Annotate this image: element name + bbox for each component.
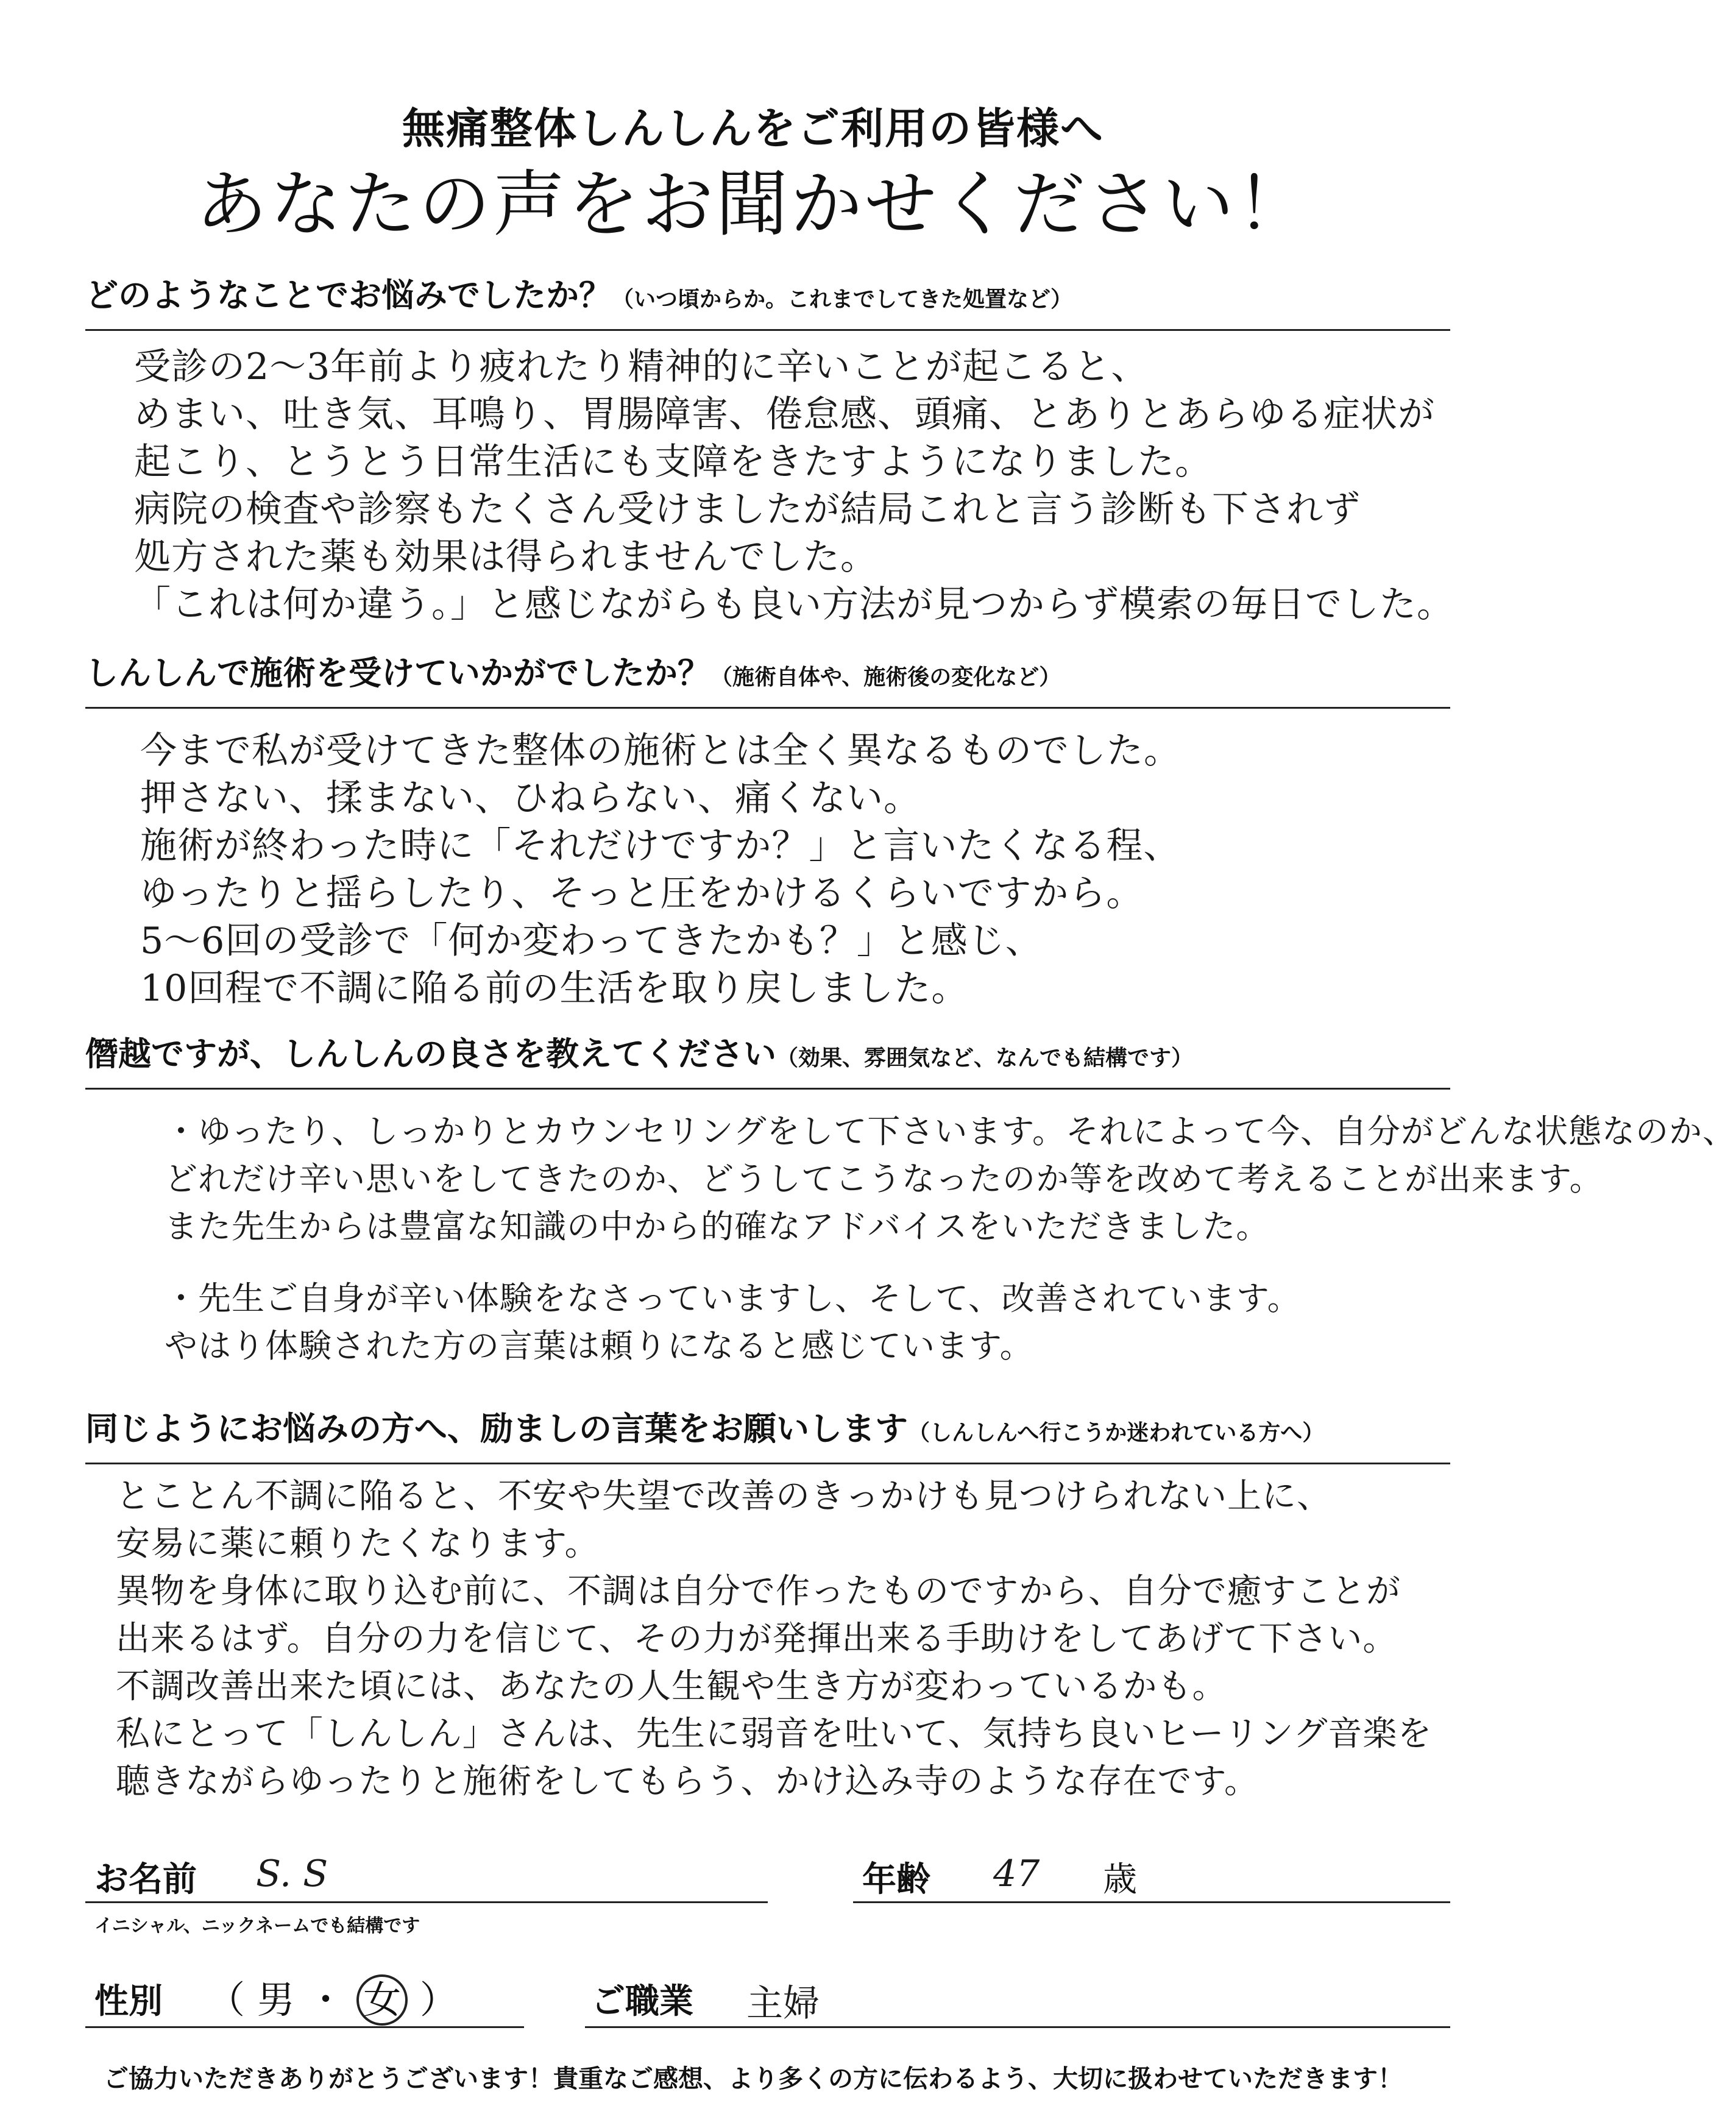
answer-line: どれだけ辛い思いをしてきたのか、どうしてこうなったのか等を改めて考えることが出来ます。 [165,1160,1603,1198]
heading-note: （しんしんへ行こうか迷われている方へ） [908,1420,1325,1445]
section-heading [85,1030,1450,1079]
answer-line: めまい、吐き気、耳鳴り、胃腸障害、倦怠感、頭痛、とありとあらゆる症状が [134,393,1435,436]
answer-text [116,1473,1432,1806]
name-value: S. S [256,1853,328,1895]
section-encouragement [85,1405,1450,1801]
header-subtitle: 無痛整体しんしんをご利用の皆様へ [402,104,1104,154]
header-title: あなたの声をお聞かせください！ [195,162,1311,246]
answer-line: 今まで私が受けてきた整体の施術とは全く異なるものでした。 [140,729,1181,772]
answer-line: とことん不調に陥ると、不安や失望で改善のきっかけも見つけられない上に、 [116,1477,1331,1516]
answer-line: 施術が終わった時に「それだけですか？」と言いたくなる程、 [140,825,1181,867]
job-underline [585,2026,1450,2028]
answer-line: 処方された薬も効果は得られませんでした。 [134,536,877,578]
answer-text [165,1108,1736,1394]
name-underline [85,1901,768,1903]
answer-line: 5～6回の受診で「何か変わってきたかも？」と感じ、 [140,920,1043,962]
heading-note: （いつ頃からか。これまでしてきた処置など） [612,287,1073,312]
answer-line: ・先生ご自身が辛い体験をなさっていますし、そして、改善されています。 [165,1279,1301,1318]
answer-line: 起こり、とうとう日常生活にも支障をきたすようになりました。 [134,441,1212,483]
footer-thanks: ご協力いただきありがとうございます！貴重なご感想、より多くの方に伝わるよう、大切に扱わせていただきます！ [104,2064,1403,2093]
answer-line: 10回程で不調に陥る前の生活を取り戻しました。 [140,967,969,1010]
gender-close: ） [419,1977,458,2022]
section-heading [85,649,1450,698]
answer-line: 押さない、揉まない、ひねらない、痛くない。 [140,777,921,820]
name-label: お名前 [94,1860,197,1899]
heading-rule [85,1088,1450,1090]
section-worries [85,271,1454,626]
job-value: 主婦 [746,1982,820,2025]
age-label: 年齢 [862,1860,930,1899]
section-good-points [85,1030,1736,1365]
heading-text: どのようなことでお悩みでしたか？ [85,276,612,314]
heading-text: 僭越ですが、しんしんの良さを教えてください [85,1035,776,1073]
heading-text: 同じようにお悩みの方へ、励ましの言葉をお願いします [85,1410,908,1448]
heading-rule [85,329,1450,331]
answer-line: 病院の検査や診察もたくさん受けましたが結局これと言う診断も下されず [134,488,1361,531]
answer-line: また先生からは豊富な知識の中から的確なアドバイスをいただきました。 [165,1207,1270,1246]
answer-line: 不調改善出来た頃には、あなたの人生観や生き方が変わっているかも。 [116,1667,1227,1706]
age-unit: 歳 [1103,1860,1137,1899]
answer-line: 受診の2～3年前より疲れたり精神的に辛いことが起こると、 [134,346,1149,388]
answer-line: ゆったりと揺らしたり、そっと圧をかけるくらいですから。 [140,872,1144,915]
gender-female-circled[interactable]: 女 [356,1974,408,2026]
name-note: イニシャル、ニックネームでも結構です [94,1915,420,1937]
gender-label: 性別 [94,1982,163,2021]
answer-text [140,727,1181,1012]
answer-line: ・ゆったり、しっかりとカウンセリングをして下さいます。それによって今、自分がどんな状態なのか、 [165,1112,1736,1151]
heading-rule [85,1463,1450,1464]
heading-note: （効果、雰囲気など、なんでも結構です） [776,1046,1194,1071]
answer-line: 私にとって「しんしん」さんは、先生に弱音を吐いて、気持ち良いヒーリング音楽を [116,1714,1433,1754]
answer-line: 「これは何か違う。」と感じながらも良い方法が見つからず模索の毎日でした。 [134,583,1454,626]
gender-open: （ [207,1977,246,2022]
gender-male[interactable]: 男 [257,1977,295,2022]
gender-sep: ・ [306,1977,345,2022]
job-label: ご職業 [591,1982,693,2021]
section-heading [85,1405,1450,1453]
answer-line: 聴きながらゆったりと施術をしてもらう、かけ込み寺のような存在です。 [116,1762,1259,1801]
heading-text: しんしんで施術を受けていかがでしたか？ [85,654,710,692]
answer-line: 出来るはず。自分の力を信じて、その力が発揮出来る手助けをしてあげて下さい。 [116,1619,1398,1659]
answer-line: 異物を身体に取り込む前に、不調は自分で作ったものですから、自分で癒すことが [116,1572,1401,1611]
answer-line: 安易に薬に頼りたくなります。 [116,1524,600,1564]
gender-options [207,1970,458,2026]
heading-note: （施術自体や、施術後の変化など） [710,665,1061,690]
heading-rule [85,707,1450,709]
bullet-item [165,1108,1736,1250]
section-experience [85,649,1450,1010]
age-value: 47 [993,1853,1040,1895]
age-underline [853,1901,1450,1903]
gender-underline [85,2026,524,2028]
section-heading [85,271,1450,320]
bullet-item [165,1275,1736,1370]
answer-text [134,343,1454,628]
answer-line: やはり体験された方の言葉は頼りになると感じています。 [165,1327,1033,1365]
